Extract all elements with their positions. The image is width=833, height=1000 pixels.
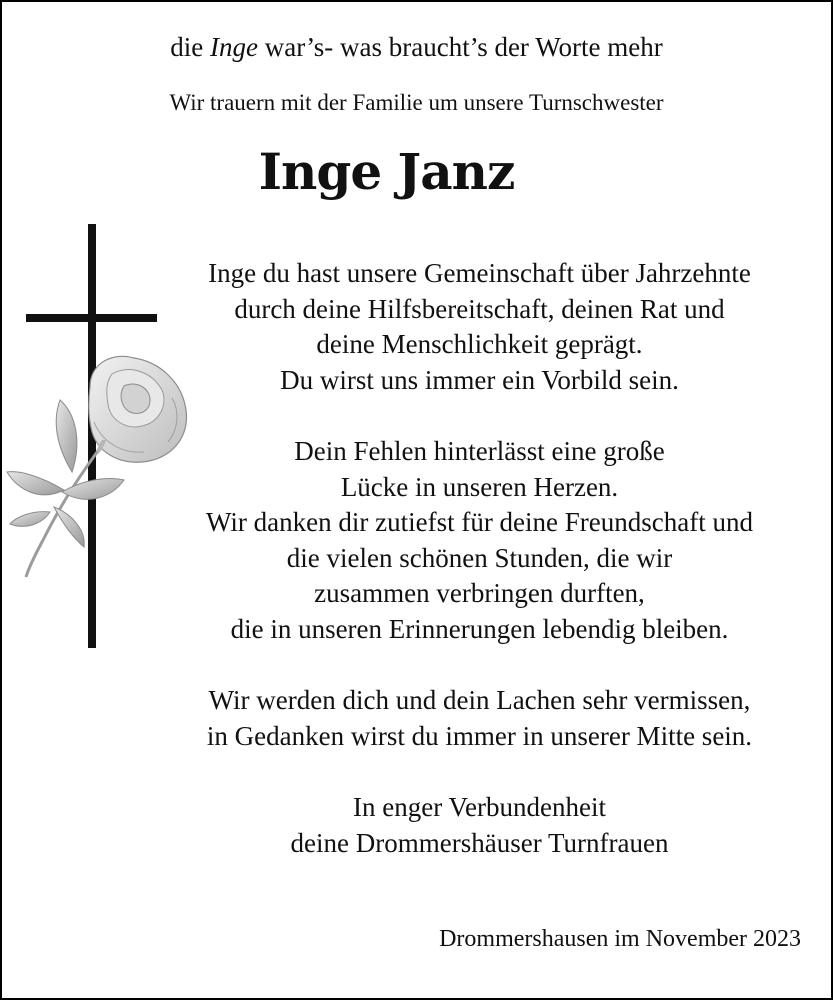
motto-prefix: die [170, 32, 211, 62]
motto-suffix: war’s- was braucht’s der Worte mehr [258, 32, 663, 62]
message-line: die vielen schönen Stunden, die wir [286, 542, 673, 573]
message-paragraph [142, 790, 817, 861]
deceased-name: Inge Janz [258, 142, 515, 201]
message-line: in Gedanken wirst du immer in unserer Mitte sein. [206, 720, 753, 751]
message-line: durch deine Hilfsbereitschaft, deinen Rat und [234, 293, 725, 324]
message-line: Wir danken dir zutiefst für deine Freundschaft und [206, 507, 753, 537]
intro-line: Wir trauern mit der Familie um unsere Turnschwester [169, 90, 664, 115]
message-paragraph [142, 434, 817, 647]
message-line: In enger Verbundenheit [353, 792, 606, 822]
message-paragraph [142, 683, 817, 754]
message-line: Inge du hast unsere Gemeinschaft über Jahrzehnte [208, 258, 751, 288]
message-line: Wir werden dich und dein Lachen sehr vermissen, [208, 685, 751, 715]
message-line: deine Menschlichkeit geprägt. [316, 329, 643, 359]
motto-name: Inge [210, 32, 259, 62]
message-line: deine Drommershäuser Turnfrauen [290, 827, 669, 858]
message-line: Lücke in unseren Herzen. [340, 471, 619, 502]
message-line: die in unseren Erinnerungen lebendig bleiben. [230, 613, 729, 644]
message-line: zusammen verbringen durften, [314, 578, 645, 608]
message-body [142, 256, 817, 897]
message-line: Du wirst uns immer ein Vorbild sein. [280, 364, 679, 395]
message-line: Dein Fehlen hinterlässt eine große [294, 436, 665, 466]
place-date: Drommershausen im November 2023 [439, 926, 801, 952]
message-paragraph [142, 256, 817, 398]
